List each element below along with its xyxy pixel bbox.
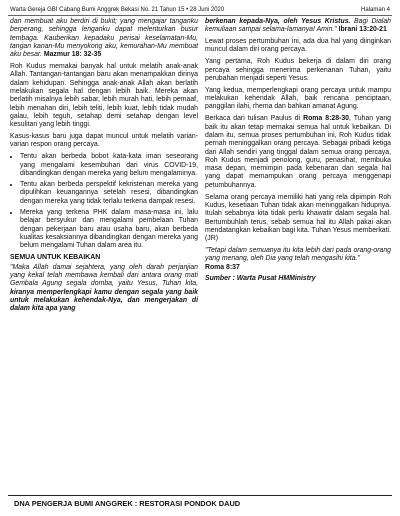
verse-continuation-text: Bagi Dialah kemuliaan sampai selama-lamanya! Amin." [205, 18, 391, 34]
verse-continuation [205, 18, 391, 35]
section-heading: SEMUA UNTUK KEBAIKAN [10, 253, 101, 261]
paragraph-growth: Lewat proses pertumbuhan ini, ada dua hal yang diinginkan muncul dalam diri orang percaya. [205, 38, 391, 54]
list-item: • Tentu akan berbeda bobot kata-kata iman seseorang yang mengalami kesembuhan dari virus COVID-19, dibandingkan dengan mereka yang belum mengalaminya. [20, 153, 198, 178]
final-verse-ref: Roma 8:37 [205, 263, 240, 271]
list-item: • Tentu akan berbeda perspektif kekristenan mereka yang dipulihkan keuangannya setelah resesi, dibandingkan dengan mereka yang tidak terlalu terkena dampak resesi. [20, 181, 198, 206]
paragraph-paul-ref: Roma 8:28-30 [303, 115, 349, 123]
page-footer: DNA PENGERJA BUMI ANGGREK : RESTORASI PONDOK DAUD [8, 495, 392, 511]
right-column [205, 18, 391, 287]
paragraph-paul-body: , Tuhan yang baik itu akan tetap memakai semua hal untuk kebaikan. Di dalam itu, semua proses pertumbuhan ini, Roh Kudus tidak pernah meninggalkan orang percaya. Sebagai pribadi ketiga dari Allah sendiri yang tinggal dalam semua orang percaya, Roh Kudus menjadi penolong, guru, penasihat, membuka masa depan, memimpin pada kebenaran dan segala hal yang dapat memampukan orang percaya menggenapi petumbuhannya. [205, 115, 391, 189]
paragraph-faithfulness: Selama orang percaya memiliki hati yang rela dipimpin Roh Kudus, kesetiaan Tuhan tidak akan meninggalkan hidupnya. Itulah sebabnya kita tidak perlu khawatir dalam segala hal. Bertumbuhlah terus, sebab semua hal itu Allah pakai akan mendatangkan kebaikan bagi kita. Tuhan Yesus memberkati. (JR) [205, 193, 391, 243]
opening-verse-ref: Mazmur 18: 32-35 [41, 51, 102, 59]
paragraph-paul-intro: Berkaca dari tulisan Paulus di [205, 115, 304, 123]
final-verse [205, 247, 391, 272]
page-header [8, 5, 392, 16]
paragraph-cases: Kasus-kasus baru juga dapat muncul untuk melatih varian-varian respon orang percaya. [10, 133, 198, 149]
response-list [10, 153, 198, 250]
opening-verse-text: dan membuat aku berdiri di bukit; yang mengajar tanganku berperang, sehingga lenganku dapat melenturkan busur tembaga. Kauberikan kepadaku perisai keselamatan-Mu, tangan kanan-Mu menyokong aku, kemurahan-Mu membuat aku besar. [10, 18, 198, 59]
paragraph-first: Yang pertama, Roh Kudus bekerja di dalam diri orang percaya sehingga menerima perkenanan Tuhan, yaitu perubahan menjadi seperti Yesus. [205, 58, 391, 82]
header-publication: Warta Gereja GBI Cabang Bumi Anggrek Bekasi No. 21 Tahun 15 • 28 Juni 2020 [10, 7, 225, 13]
paragraph-paul [205, 115, 391, 190]
paragraph-training: Roh Kudus memakai banyak hal untuk melatih anak-anak Allah. Tantangan-tantangan baru akan menampakkan dirinya dalam kehidupan. Sehingga anak-anak Allah akan berlatih melakukan segala hal dengan lebih baik. Mereka akan berlatih misalnya lebih sabar, lebih murah hati, lebih pemaaf, lebih menahan diri, lebih teliti, lebih kuat, lebih tidak mudah galau, lebih teguh, setahap demi setahap dengan level kesulitan yang lebih tinggi. [10, 63, 198, 129]
paragraph-second: Yang kedua, memperlengkapi orang percaya untuk mampu melakukan kehendak Allah, baik rencana penciptaan, panggilan ilahi, rhema dan bahkan amanat Agung. [205, 86, 391, 111]
closing-verse [10, 264, 198, 314]
final-verse-text: "Tetapi dalam semuanya itu kita lebih dari pada orang-orang yang menang, oleh Dia yang telah mengasihi kita." [205, 246, 391, 263]
verse-continuation-ref: Ibrani 13:20-21 [338, 26, 387, 34]
closing-verse-text: "Maka Allah damai sejahtera, yang oleh darah perjanjian yang kekal telah membawa kembali dari antara orang mati Gembala Agung segala domba, yaitu Yesus, Tuhan kita, [10, 263, 198, 288]
closing-verse-emphasis: kiranya memperlengkapi kamu dengan segala yang baik untuk melakukan kehendak-Nya, dan mengerjakan di dalam kita apa yang [10, 288, 198, 313]
verse-continuation-emphasis: berkenan kepada-Nya, oleh Yesus Kristus. [205, 18, 351, 25]
source-credit: Sumber : Warta Pusat HMMinistry [205, 275, 316, 283]
left-column [10, 18, 198, 317]
list-item: • Mereka yang terkena PHK dalam masa-masa ini, lalu belajar bersyukur dan mengalami pembelaan Tuhan dengan pekerjaan baru atau usaha baru, akan berbeda kualitas kesaksiannya dibandingkan dengan mereka yang belum mengalami Tuhan dalam area itu. [20, 209, 198, 250]
opening-verse [10, 18, 198, 59]
header-page-number: Halaman 4 [360, 7, 390, 13]
